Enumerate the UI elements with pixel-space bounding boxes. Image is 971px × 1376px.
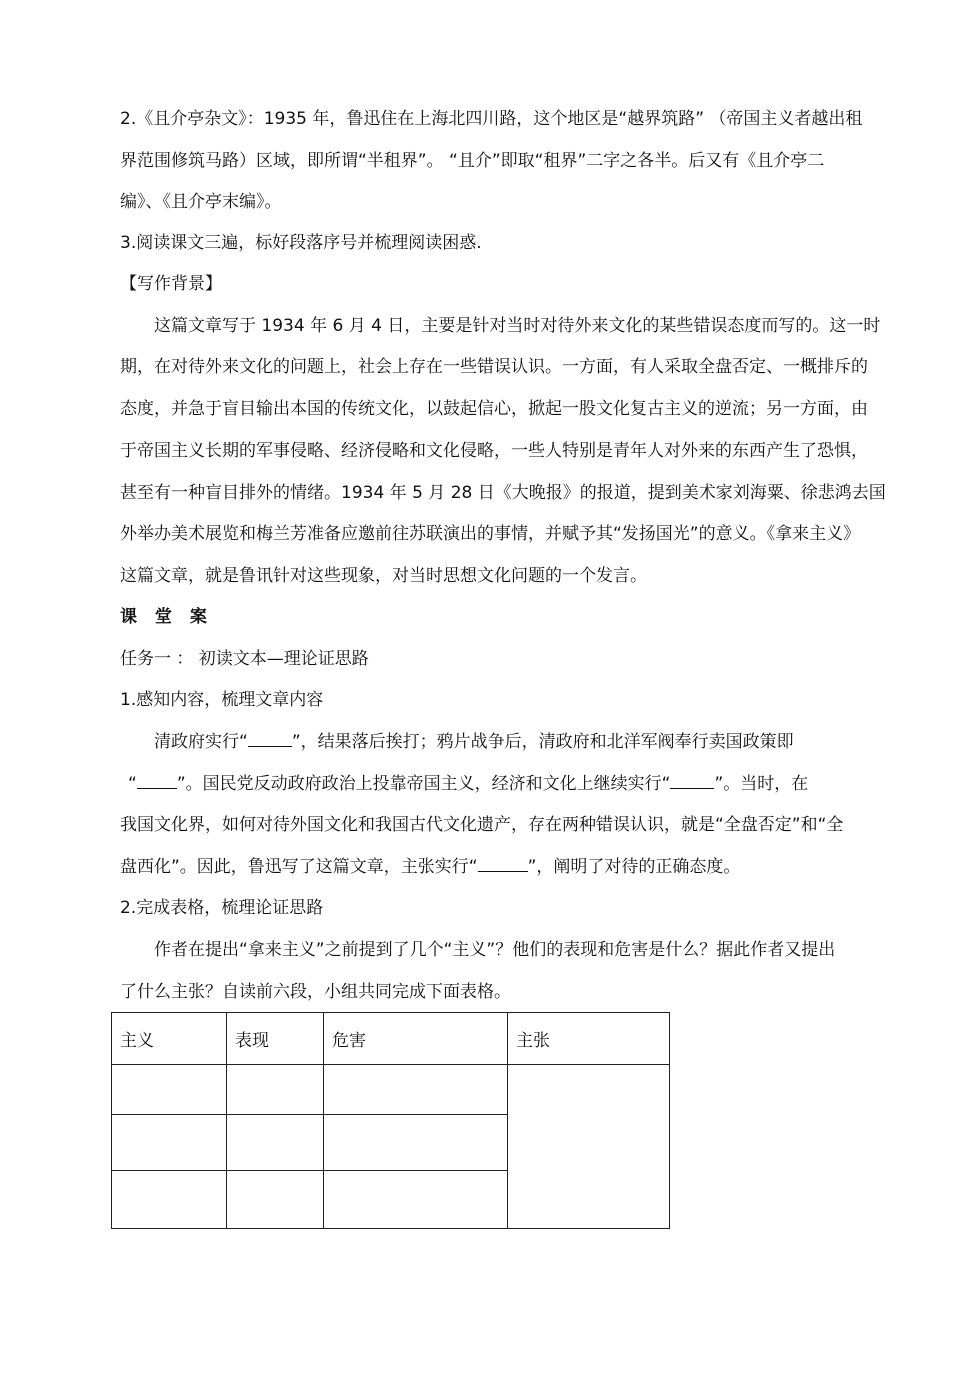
table-cell[interactable] — [324, 1065, 508, 1115]
table-cell[interactable] — [112, 1115, 227, 1171]
table-header-cell: 表现 — [227, 1013, 324, 1065]
table-cell[interactable] — [227, 1065, 324, 1115]
fill-blank[interactable] — [137, 772, 177, 789]
paragraph-line: 外举办美术展览和梅兰芳准备应邀前往苏联演出的事情，并赋予其“发扬国光”的意义。《拿来主义》 — [120, 524, 861, 544]
table-header-cell: 主义 — [112, 1013, 227, 1065]
paragraph-line: 作者在提出“拿来主义”之前提到了几个“主义”？他们的表现和危害是什么？据此作者又提出 — [154, 940, 836, 960]
text-segment: 清政府实行“ — [154, 732, 248, 752]
paragraph-line: 这篇文章写于 1934 年 6 月 4 日，主要是针对当时对待外来文化的某些错误态度而写的。这一时 — [154, 316, 881, 336]
table-cell[interactable] — [112, 1065, 227, 1115]
paragraph-line: 我国文化界，如何对待外国文化和我国古代文化遗产，存在两种错误认识，就是“全盘否定”和“全 — [120, 815, 844, 835]
text-segment: ”，阐明了对待的正确态度。 — [527, 857, 741, 877]
task-item: 1.感知内容，梳理文章内容 — [120, 690, 324, 710]
table-header-cell: 危害 — [324, 1013, 508, 1065]
table-cell[interactable] — [227, 1171, 324, 1229]
fill-blank[interactable] — [670, 772, 714, 789]
paragraph-line: 期，在对待外来文化的问题上，社会上存在一些错误认识。一方面，有人采取全盘否定、一概排斥的 — [120, 357, 868, 377]
table-header-row — [112, 1013, 670, 1065]
paragraph-line: 界范围修筑马路）区域，即所谓“半租界”。 “且介”即取“租界”二字之各半。后又有《且介亭二 — [120, 151, 825, 171]
table-cell[interactable] — [324, 1171, 508, 1229]
paragraph-line: 3.阅读课文三遍，标好段落序号并梳理阅读困惑. — [120, 233, 482, 253]
text-segment: ”。国民党反动政府政治上投靠帝国主义，经济和文化上继续实行“ — [176, 774, 671, 794]
paragraph-line: 于帝国主义长期的军事侵略、经济侵略和文化侵略，一些人特别是青年人对外来的东西产生了恐惧， — [120, 441, 868, 461]
table-cell[interactable] — [227, 1115, 324, 1171]
text-segment: “ — [128, 774, 137, 794]
fill-line — [128, 772, 868, 796]
analysis-table — [111, 1012, 670, 1229]
table-cell[interactable] — [112, 1171, 227, 1229]
section-heading: 【写作背景】 — [120, 274, 222, 294]
task-item: 2.完成表格，梳理论证思路 — [120, 898, 324, 918]
table-row — [112, 1065, 670, 1115]
fill-line — [120, 855, 860, 879]
text-segment: ”，结果落后挨打；鸦片战争后，清政府和北洋军阀奉行卖国政策即 — [291, 732, 794, 752]
table-cell-proposal[interactable] — [508, 1065, 670, 1229]
paragraph-line: 甚至有一种盲目排外的情绪。1934 年 5 月 28 日《大晚报》的报道，提到美术家刘海粟、徐悲鸿去国 — [120, 483, 886, 503]
fill-blank[interactable] — [478, 855, 528, 872]
text-segment: ”。当时，在 — [714, 774, 809, 794]
paragraph-line: 态度，并急于盲目输出本国的传统文化，以鼓起信心，掀起一股文化复古主义的逆流；另一方面，由 — [120, 399, 868, 419]
paragraph-line: 这篇文章，就是鲁讯针对这些现象，对当时思想文化问题的一个发言。 — [120, 566, 647, 586]
table-cell[interactable] — [324, 1115, 508, 1171]
text-segment: 盘西化”。因此，鲁迅写了这篇文章，主张实行“ — [120, 857, 478, 877]
paragraph-line: 2.《且介亭杂文》：1935 年，鲁迅住在上海北四川路，这个地区是“越界筑路” （帝国主义者越出租 — [120, 109, 863, 129]
fill-line — [154, 730, 860, 754]
fill-blank[interactable] — [248, 730, 292, 747]
table-header-cell: 主张 — [508, 1013, 670, 1065]
paragraph-line: 编》、《且介亭末编》。 — [120, 192, 282, 212]
task-title: 任务一 ： 初读文本—理论证思路 — [120, 649, 369, 669]
section-heading: 课 堂 案 — [120, 607, 213, 627]
paragraph-line: 了什么主张？自读前六段，小组共同完成下面表格。 — [120, 982, 511, 1002]
